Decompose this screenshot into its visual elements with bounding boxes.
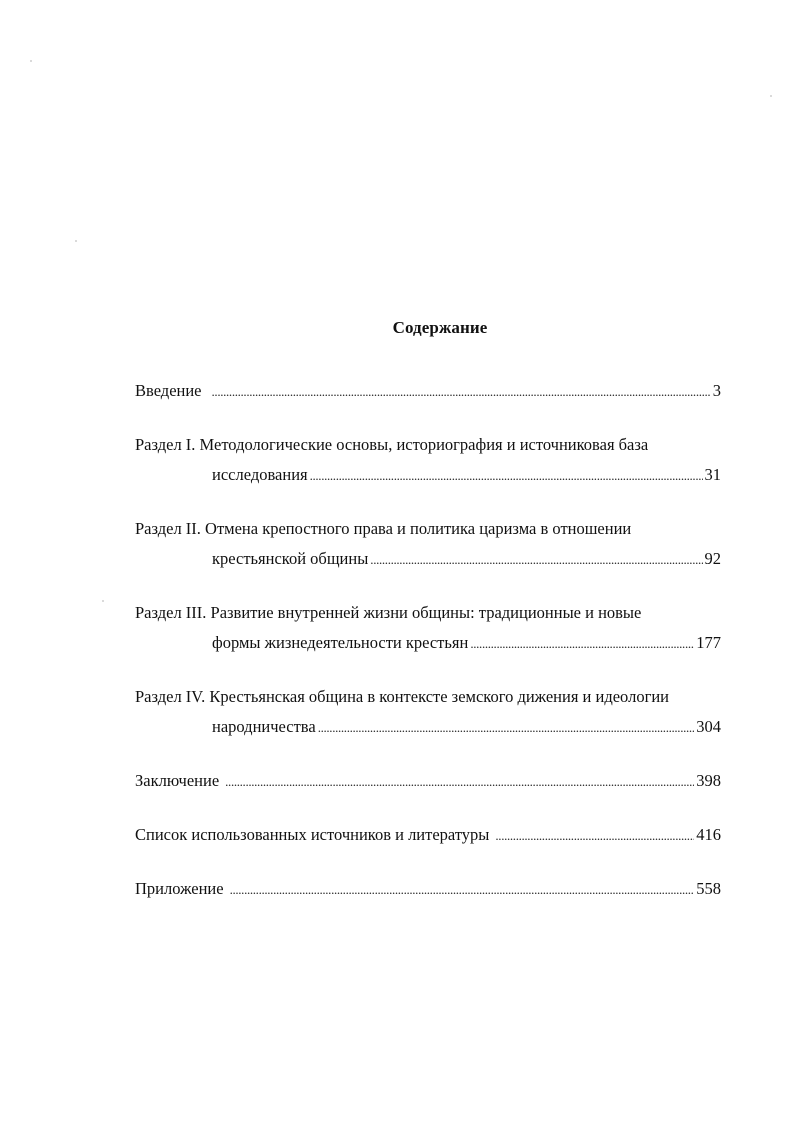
toc-line-continuation (135, 460, 721, 490)
toc-page-number: 416 (696, 825, 721, 844)
page-title: Содержание (392, 318, 488, 337)
toc-entry-text: Раздел IV. Крестьянская община в контексте земского дижения и идеологии (135, 687, 670, 706)
toc-entry-text: Раздел I. Методологические основы, историография и источниковая база (135, 435, 649, 454)
toc-entry-section-3 (135, 598, 721, 658)
toc-page-number: 398 (696, 771, 721, 790)
toc-page-number: 304 (696, 717, 721, 736)
toc-entry-text: Список использованных источников и литературы (135, 825, 490, 844)
toc-line (135, 598, 721, 628)
toc-line-continuation (135, 712, 721, 742)
scan-artifact (102, 600, 104, 602)
toc-entry-text-continuation: народничества (212, 717, 316, 736)
toc-entry-bibliography (135, 820, 721, 850)
scan-artifact (770, 95, 772, 97)
toc-page-number: 177 (696, 633, 721, 652)
toc-entry-text: Раздел III. Развитие внутренней жизни общины: традиционные и новые (135, 603, 642, 622)
toc-entry-text: Заключение (135, 771, 220, 790)
toc-entry-section-2 (135, 514, 721, 574)
dot-leader (495, 821, 694, 851)
dot-leader (470, 629, 694, 659)
toc-entry-text-continuation: крестьянской общины (212, 549, 369, 568)
toc-entry-section-4 (135, 682, 721, 742)
toc-line (135, 514, 721, 544)
toc-page-number: 31 (704, 465, 721, 484)
toc-entry-introduction (135, 376, 721, 406)
toc-line (135, 430, 721, 460)
dot-leader (212, 377, 711, 407)
dot-leader (230, 875, 695, 905)
dot-leader (318, 713, 695, 743)
toc-entry-text-continuation: исследования (212, 465, 308, 484)
toc-entry-appendix (135, 874, 721, 904)
toc-line (135, 376, 721, 406)
toc-line (135, 820, 721, 850)
toc-line (135, 682, 721, 712)
toc-line-continuation (135, 544, 721, 574)
scan-artifact (30, 60, 32, 62)
toc-page-number: 3 (712, 381, 721, 400)
dot-leader (370, 545, 702, 575)
scan-artifact (75, 240, 77, 242)
toc-entry-text: Введение (135, 381, 202, 400)
toc-line (135, 874, 721, 904)
toc-entry-text: Приложение (135, 879, 224, 898)
toc-page-number: 92 (704, 549, 721, 568)
toc-entry-text: Раздел II. Отмена крепостного права и политика царизма в отношении (135, 519, 632, 538)
dot-leader (225, 767, 694, 797)
toc-entry-section-1 (135, 430, 721, 490)
dot-leader (310, 461, 703, 491)
toc-line (135, 766, 721, 796)
toc-page-number: 558 (696, 879, 721, 898)
toc-entry-conclusion (135, 766, 721, 796)
table-of-contents (135, 376, 721, 904)
toc-entry-text-continuation: формы жизнедеятельности крестьян (212, 633, 469, 652)
toc-line-continuation (135, 628, 721, 658)
